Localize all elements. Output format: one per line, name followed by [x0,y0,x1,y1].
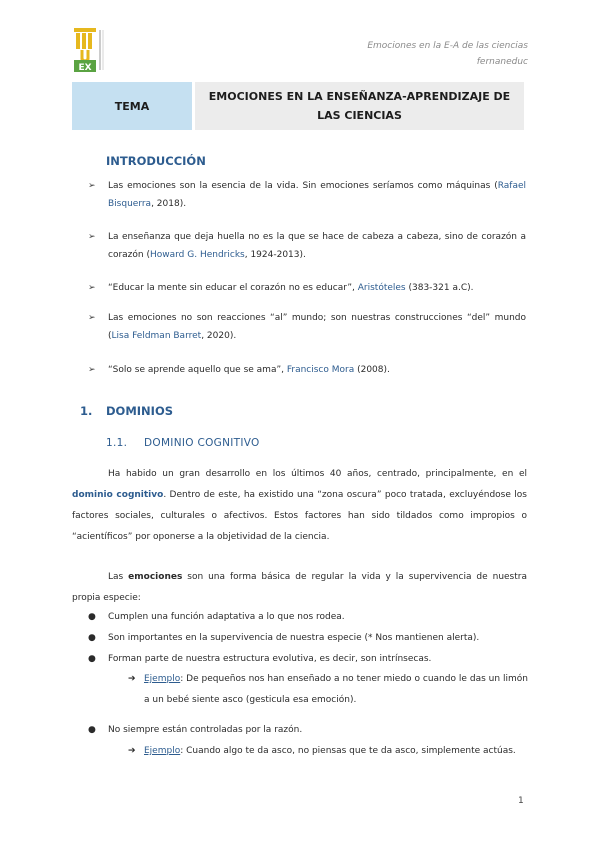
author: fernaneduc [476,57,528,67]
author-link[interactable]: Lisa Feldman Barret [111,331,202,341]
page-number: 1 [518,796,524,806]
page-title [195,82,524,130]
quote-item: ➢ Las emociones son la esencia de la vida. Sin emociones seríamos como máquinas (Rafael Bisquerra, 2018). [88,177,528,217]
arrow-marker-icon: ➢ [88,283,96,293]
quote-item: ➢ “Educar la mente sin educar el corazón no es educar”, Aristóteles (383-321 a.C). [88,279,528,299]
subsection-number: 1.1. [106,437,128,449]
title-banner [72,82,524,130]
quote-item: ➢ La enseñanza que deja huella no es la que se hace de cabeza a cabeza, sino de corazón a corazón (Howard G. Hendricks, 1924-2013). [88,228,528,268]
author-link[interactable]: Francisco Mora [286,365,355,375]
example-item: ➔ Ejemplo: Cuando algo te da asco, no piensas que te da asco, simplemente actúas. [128,741,528,762]
arrow-marker-icon: ➢ [88,232,96,242]
bullet-icon: ● [88,654,96,664]
arrow-marker-icon: ➢ [88,313,96,323]
bullet-icon: ● [88,612,96,622]
doc-title: Emociones en la E-A de las ciencias [367,41,528,51]
title-line-1: EMOCIONES EN LA ENSEÑANZA-APRENDIZAJE DE [208,90,511,103]
quote-item: ➢ “Solo se aprende aquello que se ama”, Francisco Mora (2008). [88,361,528,381]
subsection-heading [106,437,260,449]
svg-text:EX: EX [78,63,92,72]
tema-label: TEMA [72,82,192,130]
list-item: ● No siempre están controladas por la razón. [88,720,528,741]
arrow-right-icon: ➔ [128,746,136,756]
example-label: Ejemplo [144,746,181,756]
list-item: ● Cumplen una función adaptativa a lo que nos rodea. [88,607,528,628]
author-link[interactable]: Aristóteles [357,283,406,293]
section-number: 1. [80,404,93,418]
arrow-marker-icon: ➢ [88,365,96,375]
bullet-icon: ● [88,725,96,735]
paragraph: Ha habido un gran desarrollo en los últimos 40 años, centrado, principalmente, en el dominio cognitivo. Dentro de este, ha existido una “zona oscura” poco tratada, excluyéndose los factores sociales, culturales o afectivos. Estos factores han sido tildados como impropios o “acientíficos” por oponerse a la objetividad de la ciencia. [72,469,527,542]
key-term: dominio cognitivo [72,490,164,500]
university-logo [72,26,110,72]
arrow-right-icon: ➔ [128,674,136,684]
section-title: DOMINIOS [106,404,174,418]
title-line-2: LAS CIENCIAS [317,109,402,122]
paragraph: Las emociones son una forma básica de regular la vida y la supervivencia de nuestra propia especie: [72,572,527,603]
example-label: Ejemplo [144,674,181,684]
author-link[interactable]: Rafael Bisquerra [108,181,526,209]
key-term: emociones [128,572,183,582]
author-link[interactable]: Howard G. Hendricks [149,250,245,260]
list-item: ● Son importantes en la supervivencia de nuestra especie (* Nos mantienen alerta). [88,628,528,649]
example-item: ➔ Ejemplo: De pequeños nos han enseñado a no tener miedo o cuando le das un limón a un bebé siente asco (gesticula esa emoción). [128,669,528,711]
arrow-marker-icon: ➢ [88,181,96,191]
list-item: ● Forman parte de nuestra estructura evolutiva, es decir, son intrínsecas. [88,649,528,670]
running-header [367,38,528,70]
quote-item: ➢ Las emociones no son reacciones “al” mundo; son nuestras construcciones “del” mundo (Lisa Feldman Barret, 2020). [88,309,528,349]
subsection-title: DOMINIO COGNITIVO [144,437,260,449]
section-heading [80,404,173,418]
intro-heading: INTRODUCCIÓN [106,154,206,168]
bullet-icon: ● [88,633,96,643]
